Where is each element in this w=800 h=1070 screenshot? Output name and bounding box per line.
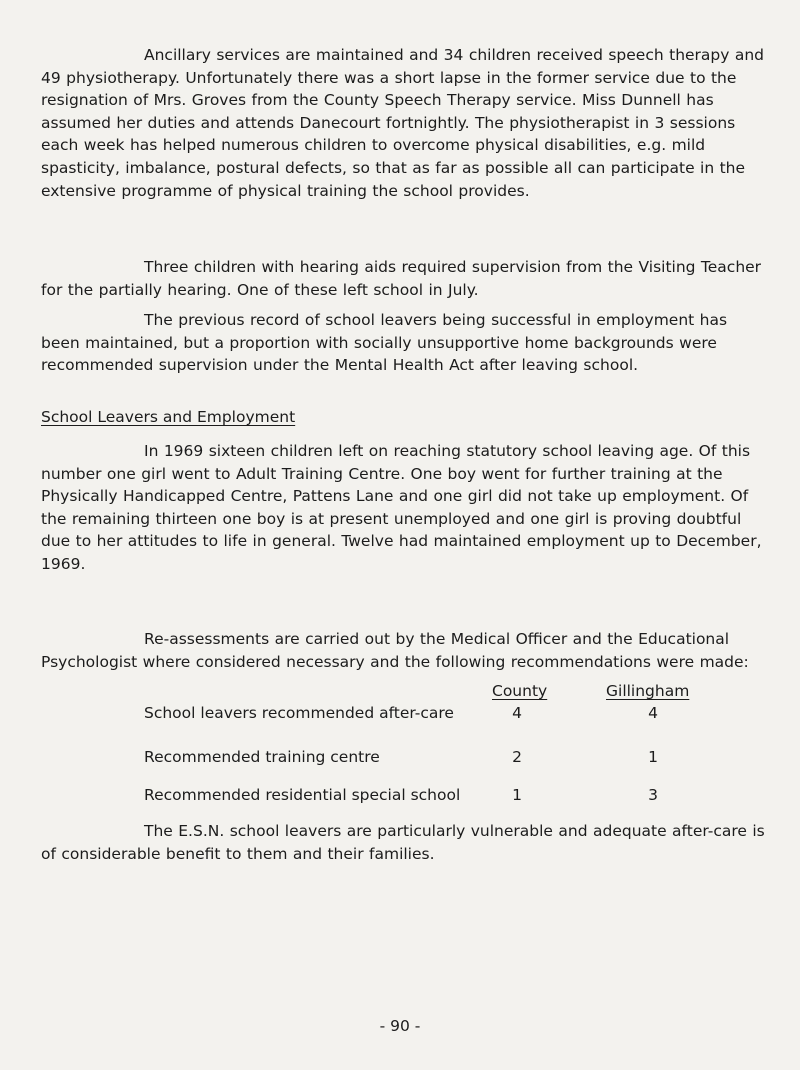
gillingham-value: 1 — [648, 748, 658, 766]
county-value: 1 — [512, 786, 522, 804]
paragraph-reassessments: Re-assessments are carried out by the Medical Officer and the Educational Psychologist where considered necessary and the following recommendations were made: — [41, 630, 749, 671]
page-number: - 90 - — [379, 1017, 421, 1035]
paragraph-ancillary-services: Ancillary services are maintained and 34 children received speech therapy and 49 physiotherapy. Unfortunately there was a short lapse in the former service due to the resignation of Mrs. Groves from the County Speech Therapy service. Miss Dunnell has assumed her duties and attends Danecourt fortnightly. The physiotherapist in 3 sessions each week has helped numerous children to overcome physical disabilities, e.g. mild spasticity, imbalance, postural defects, so that as far as possible all can participate in the extensive programme of physical training the school provides. — [41, 46, 765, 200]
gillingham-value: 4 — [648, 704, 658, 722]
row-label: School leavers recommended after-care — [144, 704, 454, 722]
column-header-gillingham: Gillingham — [606, 682, 690, 700]
row-label: Recommended residential special school — [144, 786, 461, 804]
paragraph-school-leavers-record: The previous record of school leavers being successful in employment has been maintained, but a proportion with socially unsupportive home backgrounds were recommended supervision under the Mental Health Act after leaving school. — [41, 311, 728, 375]
table-row — [41, 702, 771, 724]
column-header-county: County — [492, 682, 548, 700]
table-row — [41, 746, 771, 768]
paragraph-leavers-1969: In 1969 sixteen children left on reaching statutory school leaving age. Of this number one girl went to Adult Training Centre. One boy went for further training at the Physically Handicapped Centre, Pattens Lane and one girl did not take up employment. Of the remaining thirteen one boy is at present unemployed and one girl is proving doubtful due to her attitudes to life in general. Twelve had maintained employment up to December, 1969. — [41, 442, 762, 573]
paragraph-hearing-aids: Three children with hearing aids required supervision from the Visiting Teacher for the partially hearing. One of these left school in July. — [41, 258, 762, 299]
gillingham-value: 3 — [648, 786, 658, 804]
county-value: 4 — [512, 704, 522, 722]
county-value: 2 — [512, 748, 522, 766]
paragraph-esn-aftercare: The E.S.N. school leavers are particularly vulnerable and adequate after-care is of considerable benefit to them and their families. — [41, 822, 765, 863]
section-heading: School Leavers and Employment — [41, 408, 296, 426]
table-row — [41, 784, 771, 806]
row-label: Recommended training centre — [144, 748, 380, 766]
